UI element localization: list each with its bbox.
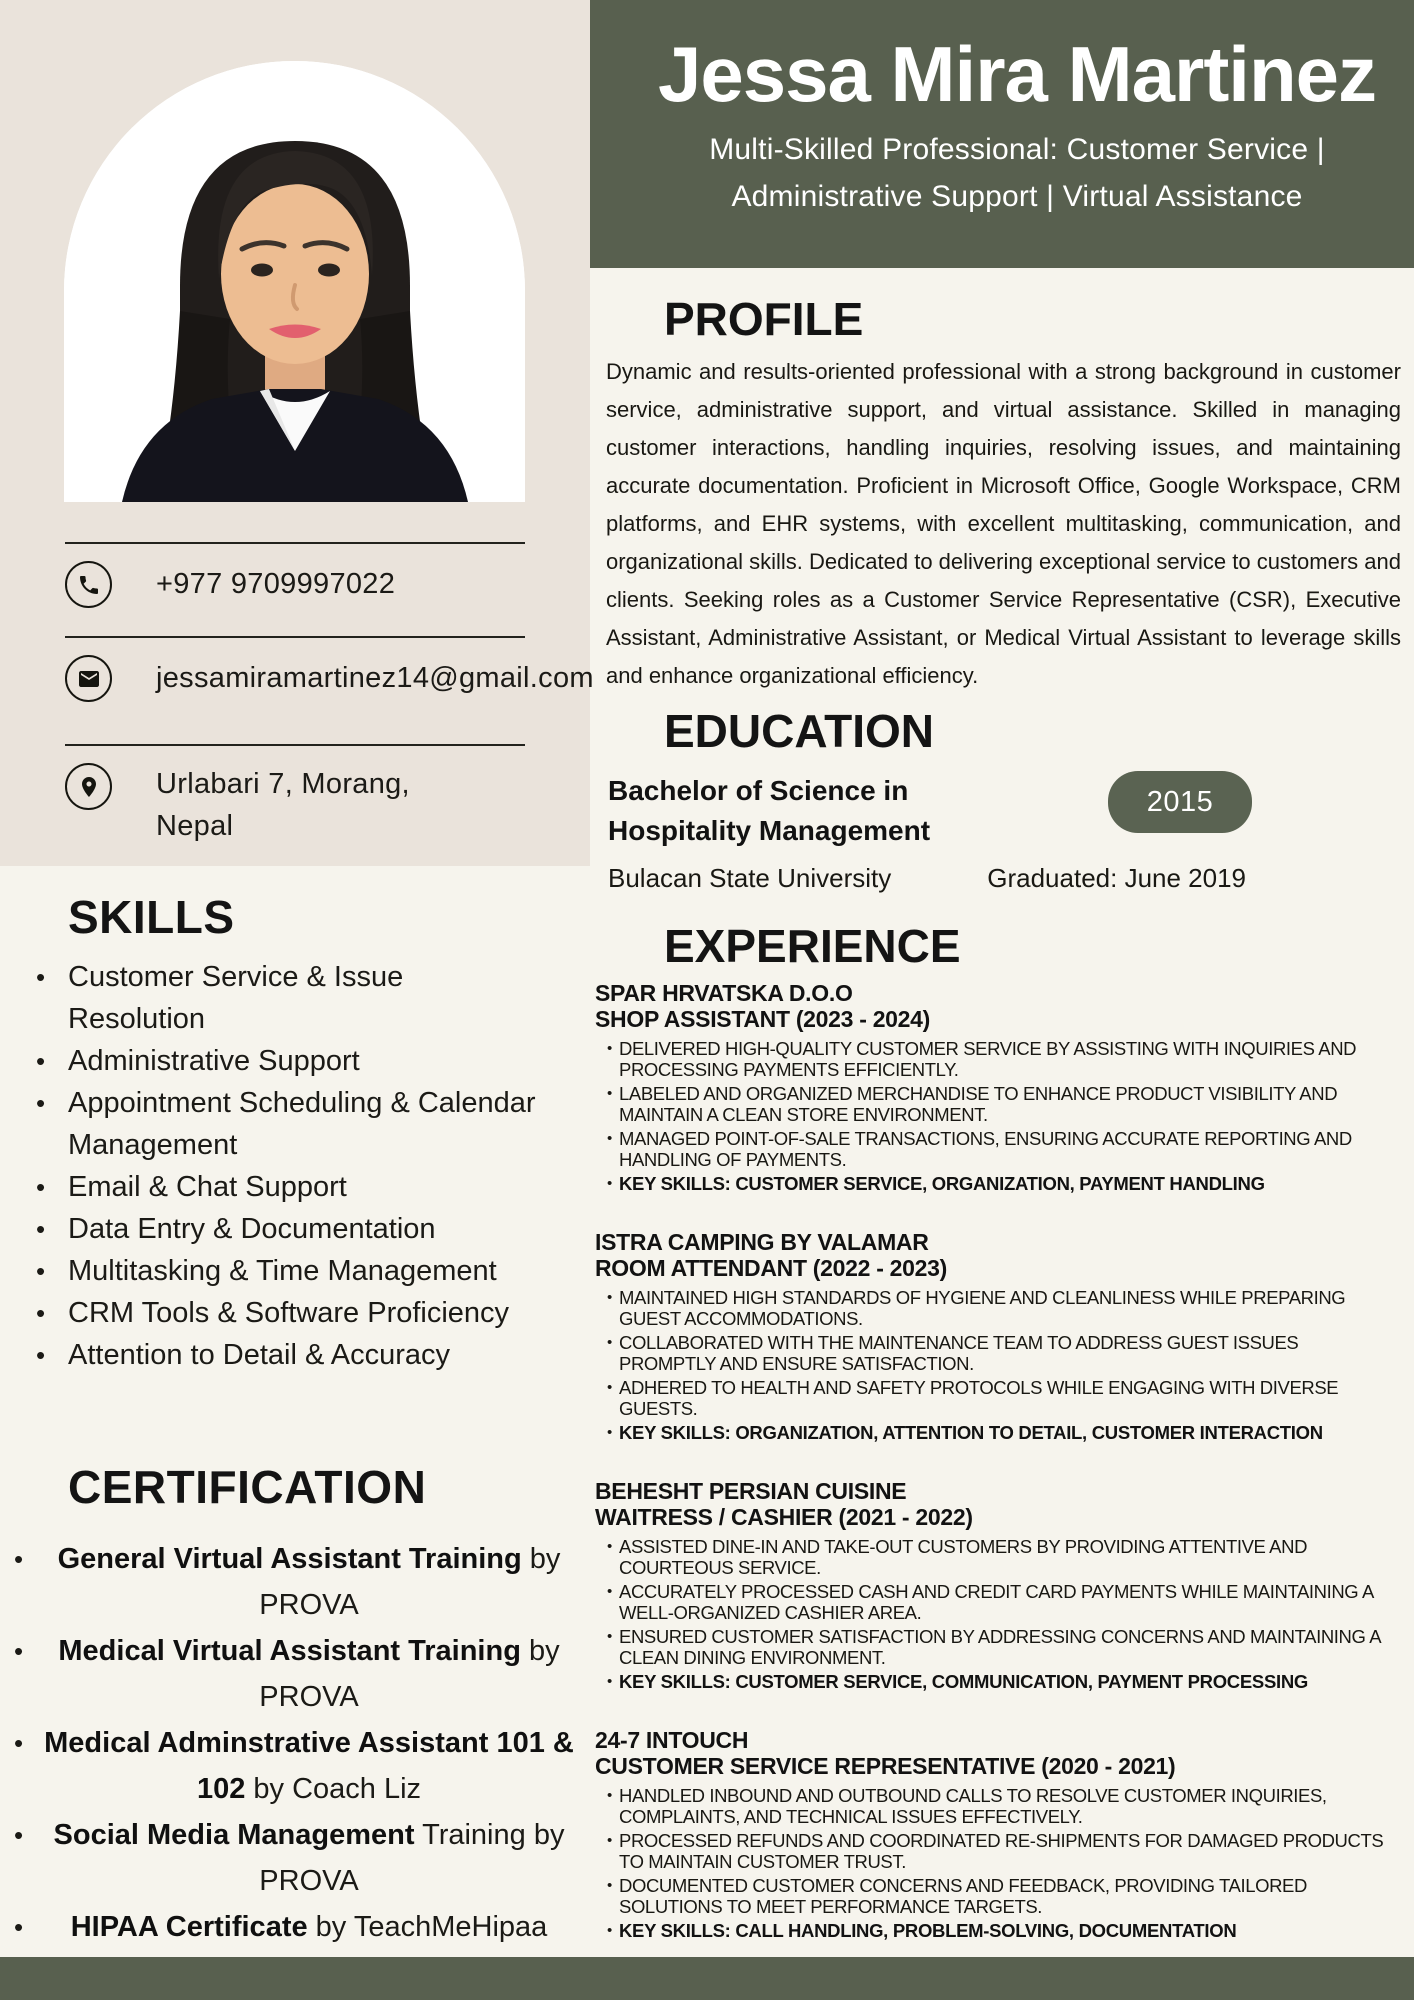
job-entry — [595, 1478, 1414, 1692]
school-name: Bulacan State University — [608, 863, 892, 893]
job-bullet: • PROCESSED REFUNDS AND COORDINATED RE-SHIPMENTS FOR DAMAGED PRODUCTS TO MAINTAIN CUSTOMER TRUST. — [595, 1830, 1385, 1872]
certification-item — [14, 1812, 574, 1904]
job-bullet: • ADHERED TO HEALTH AND SAFETY PROTOCOLS WHILE ENGAGING WITH DIVERSE GUESTS. — [595, 1377, 1385, 1419]
bullet-icon: • — [607, 1538, 612, 1555]
bullet-icon: • — [607, 1628, 612, 1645]
job-bullet: • HANDLED INBOUND AND OUTBOUND CALLS TO RESOLVE CUSTOMER INQUIRIES, COMPLAINTS, AND TECHNICAL ISSUES EFFECTIVELY. — [595, 1785, 1385, 1827]
cert-issuer: Training by PROVA — [259, 1819, 565, 1897]
bullet-icon: • — [14, 1544, 24, 1574]
person-name: Jessa Mira Martinez — [657, 30, 1376, 118]
cert-name: Medical Virtual Assistant Training — [58, 1635, 521, 1667]
cert-issuer: by PROVA — [259, 1543, 561, 1621]
contact-location — [65, 744, 525, 847]
job-key-skills: • KEY SKILLS: CUSTOMER SERVICE, ORGANIZATION, PAYMENT HANDLING — [595, 1173, 1385, 1194]
job-company: ISTRA CAMPING BY VALAMAR — [595, 1229, 929, 1255]
sidebar-lower — [0, 866, 590, 1950]
certification-list — [14, 1536, 574, 1950]
skill-item: • Multitasking & Time Management — [68, 1250, 538, 1292]
job-key-skills: • KEY SKILLS: CUSTOMER SERVICE, COMMUNICATION, PAYMENT PROCESSING — [595, 1671, 1385, 1692]
education-entry — [608, 771, 1414, 851]
graduation-year-badge: 2015 — [1108, 771, 1252, 833]
cert-issuer: by PROVA — [259, 1635, 560, 1713]
sidebar-contact-panel — [0, 0, 594, 866]
job-company: SPAR HRVATSKA D.O.O — [595, 980, 853, 1006]
bullet-icon: • — [14, 1912, 24, 1942]
bottom-accent-bar — [0, 1957, 1414, 2000]
bullet-icon: • — [607, 1130, 612, 1147]
skill-item: • Email & Chat Support — [68, 1166, 538, 1208]
job-key-skills: • KEY SKILLS: CALL HANDLING, PROBLEM-SOLVING, DOCUMENTATION — [595, 1920, 1385, 1941]
job-role: CUSTOMER SERVICE REPRESENTATIVE (2020 - 2021) — [595, 1753, 1176, 1779]
job-bullet: • LABELED AND ORGANIZED MERCHANDISE TO ENHANCE PRODUCT VISIBILITY AND MAINTAIN A CLEAN STORE ENVIRONMENT. — [595, 1083, 1385, 1125]
job-role: SHOP ASSISTANT (2023 - 2024) — [595, 1006, 931, 1032]
bullet-icon: • — [607, 1289, 612, 1306]
certification-title: CERTIFICATION — [68, 1461, 427, 1513]
main-column — [590, 0, 1414, 1944]
subtitle-line2: Administrative Support | Virtual Assistance — [731, 180, 1303, 213]
contact-email — [65, 636, 594, 744]
job-role: WAITRESS / CASHIER (2021 - 2022) — [595, 1504, 973, 1530]
experience-title: EXPERIENCE — [664, 920, 961, 972]
cert-name: Medical Adminstrative Assistant 101 & 102 — [44, 1727, 574, 1805]
degree-name — [608, 771, 930, 851]
job-bullet: • ENSURED CUSTOMER SATISFACTION BY ADDRESSING CONCERNS AND MAINTAINING A CLEAN DINING ENVIRONMENT. — [595, 1626, 1385, 1668]
job-company: 24-7 INTOUCH — [595, 1727, 749, 1753]
job-role: ROOM ATTENDANT (2022 - 2023) — [595, 1255, 947, 1281]
cert-issuer: by Coach Liz — [245, 1773, 422, 1805]
contact-phone — [65, 542, 525, 636]
degree-line1: Bachelor of Science in — [608, 775, 909, 806]
education-title: EDUCATION — [664, 705, 935, 757]
email-address: jessamiramartinez14@gmail.com — [156, 662, 594, 694]
bullet-icon: • — [607, 1922, 612, 1939]
skill-item: • Attention to Detail & Accuracy — [68, 1334, 538, 1376]
cert-name: Social Media Management — [53, 1819, 415, 1851]
certification-item — [14, 1536, 574, 1628]
bullet-icon: • — [607, 1787, 612, 1804]
name-header — [590, 0, 1414, 268]
contact-info — [65, 542, 594, 847]
job-company: BEHESHT PERSIAN CUISINE — [595, 1478, 907, 1504]
graduation-date: Graduated: June 2019 — [987, 863, 1247, 893]
job-bullet: • MAINTAINED HIGH STANDARDS OF HYGIENE AND CLEANLINESS WHILE PREPARING GUEST ACCOMMODATIONS. — [595, 1287, 1385, 1329]
location-line1: Urlabari 7, Morang, — [156, 768, 410, 800]
phone-number: +977 9709997022 — [156, 568, 396, 600]
job-bullet-list — [595, 1287, 1385, 1443]
degree-line2: Hospitality Management — [608, 815, 931, 846]
job-bullet: • MANAGED POINT-OF-SALE TRANSACTIONS, ENSURING ACCURATE REPORTING AND HANDLING OF PAYMENTS. — [595, 1128, 1385, 1170]
bullet-icon: • — [607, 1673, 612, 1690]
skill-item: • Administrative Support — [68, 1040, 538, 1082]
bullet-icon: • — [14, 1636, 24, 1666]
location-text — [156, 763, 410, 847]
bullet-icon: • — [607, 1379, 612, 1396]
job-entry — [595, 980, 1414, 1194]
job-key-skills: • KEY SKILLS: ORGANIZATION, ATTENTION TO DETAIL, CUSTOMER INTERACTION — [595, 1422, 1385, 1443]
location-line2: Nepal — [156, 810, 234, 842]
skill-item: • Data Entry & Documentation — [68, 1208, 538, 1250]
bullet-icon: • — [607, 1085, 612, 1102]
email-icon — [65, 655, 112, 702]
professional-subtitle — [620, 126, 1414, 220]
skills-list — [68, 956, 538, 1376]
education-details — [608, 863, 1414, 894]
certification-item — [14, 1904, 574, 1950]
cert-name: General Virtual Assistant Training — [57, 1543, 522, 1575]
job-bullet-list — [595, 1536, 1385, 1692]
skills-title: SKILLS — [68, 891, 235, 943]
bullet-icon: • — [607, 1334, 612, 1351]
profile-title: PROFILE — [664, 293, 864, 345]
skill-item: • CRM Tools & Software Proficiency — [68, 1292, 538, 1334]
certification-item — [14, 1720, 574, 1812]
certification-item — [14, 1628, 574, 1720]
bullet-icon: • — [14, 1820, 24, 1850]
bullet-icon: • — [14, 1728, 24, 1758]
cert-issuer: by TeachMeHipaa — [307, 1911, 548, 1943]
skill-item: • Appointment Scheduling & Calendar Management — [68, 1082, 538, 1166]
job-bullet: • DELIVERED HIGH-QUALITY CUSTOMER SERVICE BY ASSISTING WITH INQUIRIES AND PROCESSING PAYMENTS EFFICIENTLY. — [595, 1038, 1385, 1080]
bullet-icon: • — [607, 1040, 612, 1057]
profile-photo — [64, 61, 525, 502]
job-bullet: • ASSISTED DINE-IN AND TAKE-OUT CUSTOMERS BY PROVIDING ATTENTIVE AND COURTEOUS SERVICE. — [595, 1536, 1385, 1578]
portrait-illustration — [64, 61, 525, 502]
bullet-icon: • — [607, 1175, 612, 1192]
job-bullet: • ACCURATELY PROCESSED CASH AND CREDIT CARD PAYMENTS WHILE MAINTAINING A WELL-ORGANIZED CASHIER AREA. — [595, 1581, 1385, 1623]
job-bullet-list — [595, 1785, 1385, 1941]
bullet-icon: • — [607, 1877, 612, 1894]
job-entry — [595, 1229, 1414, 1443]
phone-icon — [65, 561, 112, 608]
bullet-icon: • — [607, 1832, 612, 1849]
job-bullet: • DOCUMENTED CUSTOMER CONCERNS AND FEEDBACK, PROVIDING TAILORED SOLUTIONS TO MEET PERFORMANCE TARGETS. — [595, 1875, 1385, 1917]
bullet-icon: • — [607, 1583, 612, 1600]
skill-item: • Customer Service & Issue Resolution — [68, 956, 538, 1040]
cert-name: HIPAA Certificate — [70, 1911, 308, 1943]
location-icon — [65, 763, 112, 810]
sidebar — [0, 0, 594, 1957]
job-entry — [595, 1727, 1414, 1941]
subtitle-line1: Multi-Skilled Professional: Customer Service | — [709, 133, 1325, 166]
job-bullet: • COLLABORATED WITH THE MAINTENANCE TEAM TO ADDRESS GUEST ISSUES PROMPTLY AND ENSURE SATISFACTION. — [595, 1332, 1385, 1374]
profile-summary: Dynamic and results-oriented professional with a strong background in customer service, administrative support, and virtual assistance. Skilled in managing customer interactions, handling inquiries, resolving issues, and maintaining accurate documentation. Proficient in Microsoft Office, Google Workspace, CRM platforms, and EHR systems, with excellent multitasking, communication, and organizational skills. Dedicated to delivering exceptional service to customers and clients. Seeking roles as a Customer Service Representative (CSR), Executive Assistant, Administrative Assistant, or Medical Virtual Assistant to leverage skills and enhance organizational efficiency. — [606, 359, 1401, 688]
bullet-icon: • — [607, 1424, 612, 1441]
job-bullet-list — [595, 1038, 1385, 1194]
